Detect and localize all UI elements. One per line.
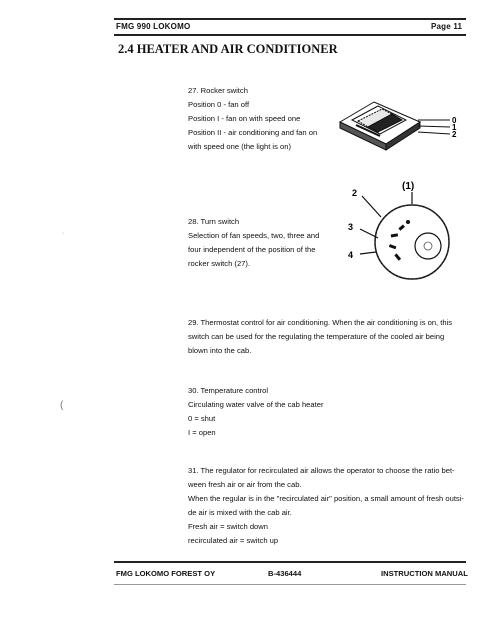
footer-center: B-436444 — [268, 569, 302, 578]
rocker-label-1: 1 — [452, 123, 457, 132]
rocker-position-lines — [418, 120, 450, 134]
scan-mark: · — [62, 230, 65, 237]
item-30-line: Circulating water valve of the cab heater — [188, 400, 324, 409]
item-30-line: 0 = shut — [188, 414, 216, 423]
header-rule-top — [114, 18, 466, 20]
item-31-line: de air is mixed with the cab air. — [188, 508, 292, 517]
item-27-rocker-switch — [188, 84, 317, 154]
item-31-line: 31. The regulator for recirculated air allows the operator to choose the ratio bet- — [188, 466, 455, 475]
item-28-turn-switch — [188, 215, 319, 271]
footer-right: INSTRUCTION MANUAL — [381, 569, 468, 578]
section-title: 2.4 HEATER AND AIR CONDITIONER — [118, 42, 338, 56]
item-27-title: 27. Rocker switch — [188, 86, 248, 95]
header-left: FMG 990 LOKOMO — [116, 22, 191, 31]
rocker-switch-figure — [334, 96, 464, 158]
turn-label-3: 3 — [348, 222, 354, 232]
scan-mark: ( — [60, 400, 64, 411]
turn-switch-knob — [369, 199, 455, 285]
item-29-line: 29. Thermostat control for air conditioning. When the air conditioning is on, this — [188, 318, 453, 327]
footer-rule — [114, 561, 466, 563]
turn-label-1: (1) — [402, 181, 415, 192]
turn-label-2: 2 — [352, 188, 358, 198]
item-31-recirculation — [188, 464, 464, 548]
rocker-label-2: 2 — [452, 130, 457, 139]
item-29-line: blown into the cab. — [188, 346, 252, 355]
footer-rule-bottom — [114, 584, 466, 585]
item-28-title: 28. Turn switch — [188, 217, 240, 226]
item-29-line: switch can be used for the regulating the temperature of the cooled air being — [188, 332, 445, 341]
item-27-line: Position 0 - fan off — [188, 100, 250, 109]
turn-label-4: 4 — [348, 250, 354, 260]
item-30-line: I = open — [188, 428, 216, 437]
item-27-line: Position II - air conditioning and fan on — [188, 128, 318, 137]
item-30-title: 30. Temperature control — [188, 386, 269, 395]
rocker-switch-drawing — [340, 102, 420, 150]
item-31-line: recirculated air = switch up — [188, 536, 279, 545]
item-31-line: When the regular is in the "recirculated air" position, a small amount of fresh outsi- — [188, 494, 464, 503]
item-28-line: Selection of fan speeds, two, three and — [188, 231, 320, 240]
item-27-line: with speed one (the light is on) — [188, 142, 291, 151]
item-29-thermostat — [188, 316, 452, 358]
item-28-line: rocker switch (27). — [188, 259, 251, 268]
item-31-line: Fresh air = switch down — [188, 522, 268, 531]
turn-switch-figure — [346, 176, 458, 284]
header-right: Page 11 — [431, 22, 463, 31]
item-27-line: Position I - fan on with speed one — [188, 114, 301, 123]
header-rule — [114, 34, 466, 36]
rocker-label-0: 0 — [452, 116, 457, 125]
item-28-line: four independent of the position of the — [188, 245, 316, 254]
item-30-temperature-control — [188, 384, 324, 440]
item-31-line: ween fresh air or air from the cab. — [188, 480, 302, 489]
footer-left: FMG LOKOMO FOREST OY — [116, 569, 216, 578]
